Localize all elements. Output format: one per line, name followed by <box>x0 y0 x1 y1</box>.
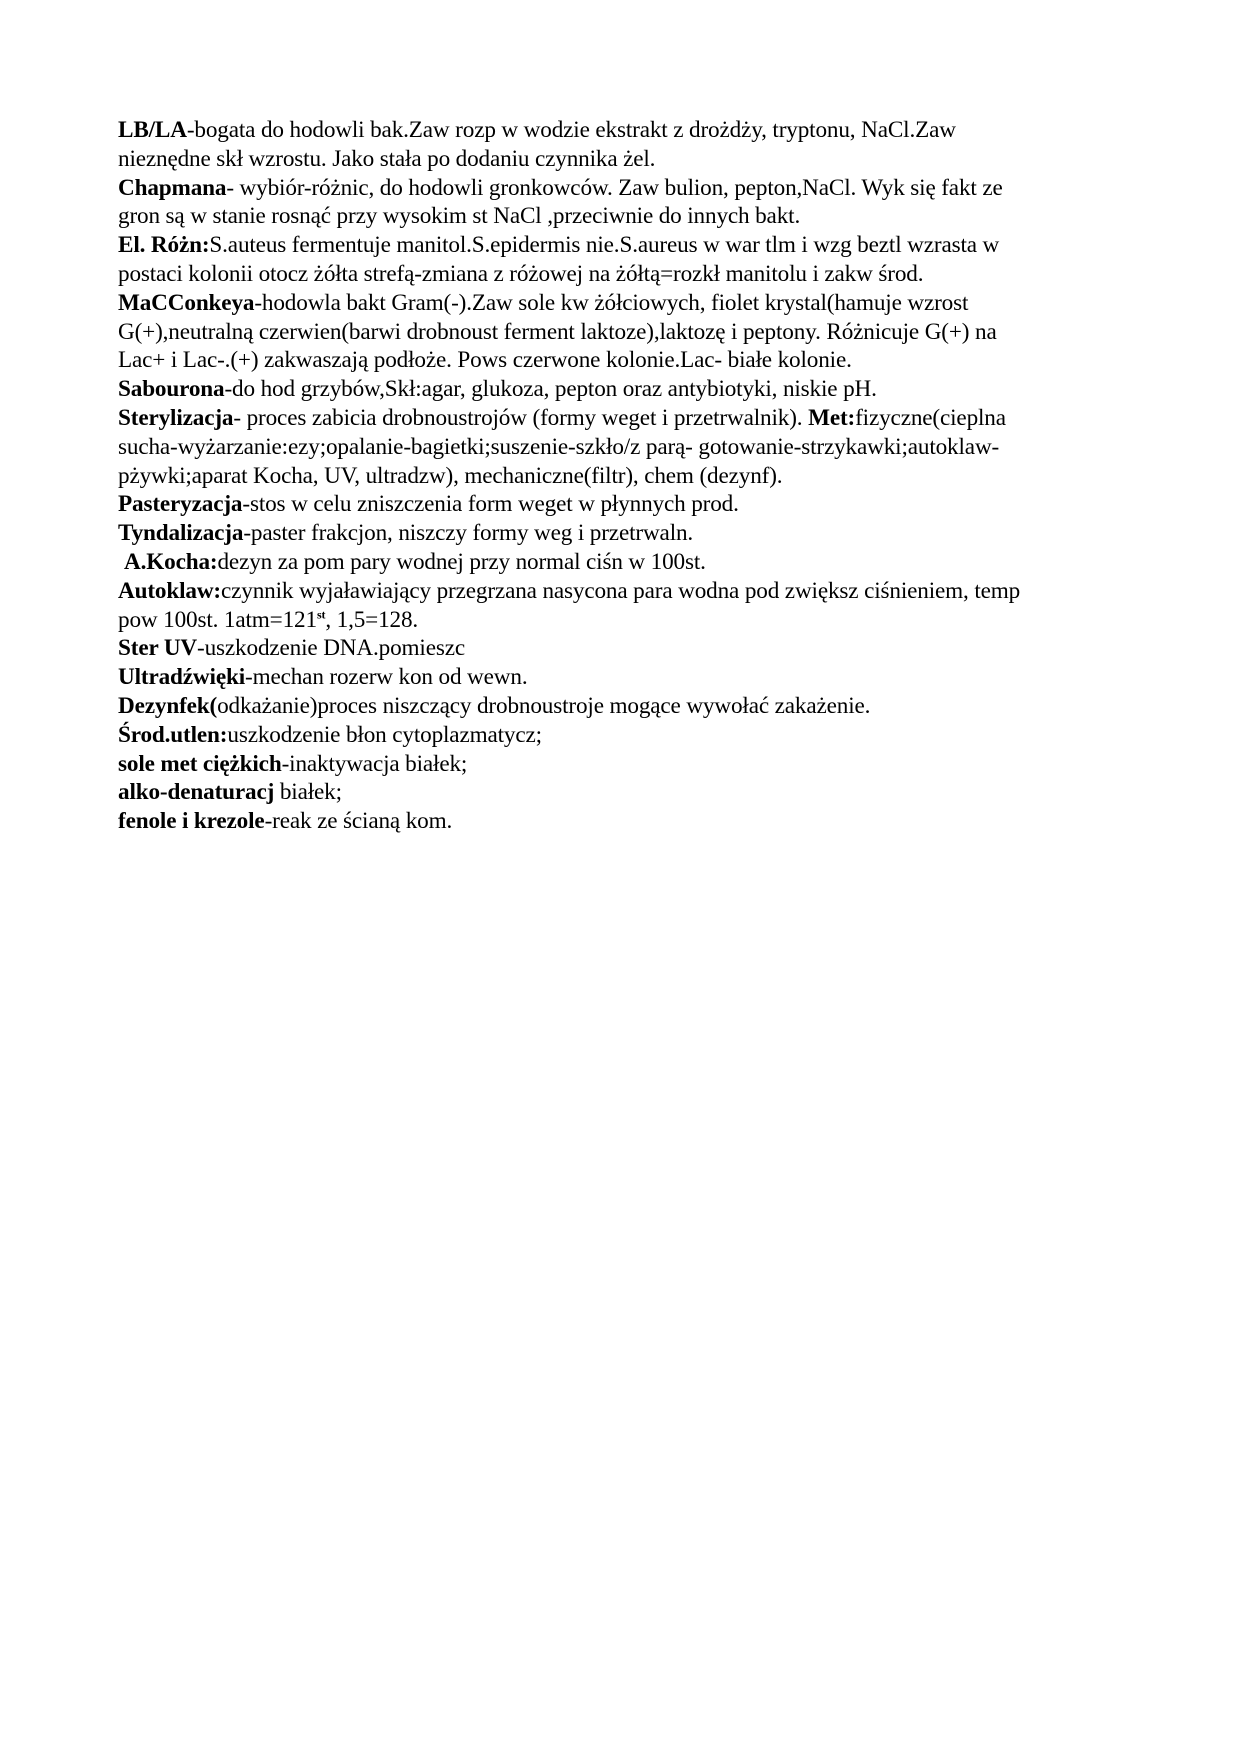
definition-text: białek; <box>274 779 342 806</box>
entry-sterylizacja-line-2 <box>118 433 1128 462</box>
definition-text: postaci kolonii otocz żółta strefą-zmiana z różowej na żółtą=rozkł manitolu i zakw środ. <box>118 260 924 287</box>
definition-text: sucha-wyżarzanie:ezy;opalanie-bagietki;suszenie-szkło/z parą- gotowanie-strzykawki;autoklaw- <box>118 433 1000 460</box>
definition-text: -mechan rozerw kon od wewn. <box>245 664 528 691</box>
definition-text: -hodowla bakt Gram(-).Zaw sole kw żółciowych, fiolet krystal(hamuje wzrost <box>254 289 969 316</box>
term-ultradzwieki: Ultradźwięki <box>118 664 245 691</box>
definition-text: -do hod grzybów,Skł:agar, glukoza, pepton oraz antybiotyki, niskie pH. <box>224 376 877 403</box>
definition-text: G(+),neutralną czerwien(barwi drobnoust ferment laktoze),laktozę i peptony. Różnicuje G(+) na <box>118 318 997 345</box>
definition-text: nieznędne skł wzrostu. Jako stała po dodaniu czynnika żel. <box>118 145 656 172</box>
notes-text <box>118 116 1128 836</box>
entry-autoklaw-line-2 <box>118 606 1128 635</box>
definition-text: - proces zabicia drobnoustrojów (formy weget i przetrwalnik). <box>233 404 809 431</box>
entry-sterylizacja-line-1 <box>118 404 1128 433</box>
entry-chapmana-line-2 <box>118 202 1128 231</box>
term-tyndalizacja: Tyndalizacja <box>118 520 244 547</box>
entry-fenole <box>118 807 1128 836</box>
entry-lb-line-1 <box>118 116 1128 145</box>
term-srod-utlen: Środ.utlen: <box>118 721 228 748</box>
term-pasteryzacja: Pasteryzacja <box>118 491 243 518</box>
definition-text: dezyn za pom pary wodnej przy normal ciśn w 100st. <box>217 548 706 575</box>
term-dezynfek: Dezynfek( <box>118 692 218 719</box>
entry-el-rozn-line-2 <box>118 260 1128 289</box>
definition-text: gron są w stanie rosnąć przy wysokim st NaCl ,przeciwnie do innych bakt. <box>118 203 801 230</box>
entry-macconkey-line-1 <box>118 289 1128 318</box>
definition-text: - wybiór-różnic, do hodowli gronkowców. Zaw bulion, pepton,NaCl. Wyk się fakt ze <box>226 174 1003 201</box>
entry-sterylizacja-line-3 <box>118 462 1128 491</box>
term-chapmana: Chapmana <box>118 174 227 201</box>
entry-sabourona-line-1 <box>118 375 1128 404</box>
definition-text: -bogata do hodowli bak.Zaw rozp w wodzie ekstrakt z drożdży, tryptonu, NaCl.Zaw <box>186 117 956 143</box>
entry-el-rozn-line-1 <box>118 231 1128 260</box>
definition-text: fizyczne(cieplna <box>855 404 1006 431</box>
definition-text: pow 100st. 1atm=121 <box>118 606 317 633</box>
term-ster-uv: Ster UV <box>118 635 198 662</box>
entry-srod-utlen <box>118 721 1128 750</box>
definition-text: czynnik wyjaławiający przegrzana nasycona para wodna pod zwiększ ciśnieniem, temp <box>221 577 1021 604</box>
definition-text: -inaktywacja białek; <box>281 750 468 777</box>
entry-macconkey-line-3 <box>118 346 1128 375</box>
entry-lb-line-2 <box>118 145 1128 174</box>
entry-ster-uv <box>118 634 1128 663</box>
definition-text: , 1,5=128. <box>325 606 419 633</box>
definition-text: uszkodzenie błon cytoplazmatycz; <box>227 721 542 748</box>
term-alko: alko-denaturacj <box>118 779 275 806</box>
term-met: Met: <box>808 404 856 431</box>
definition-text: -uszkodzenie DNA.pomieszc <box>197 635 465 662</box>
entry-pasteryzacja <box>118 490 1128 519</box>
superscript-st: st <box>316 606 326 621</box>
definition-text: -paster frakcjon, niszczy formy weg i przetrwaln. <box>243 520 694 547</box>
term-el-rozn: El. Różn: <box>118 232 210 259</box>
term-sabourona: Sabourona <box>118 376 225 403</box>
entry-chapmana-line-1 <box>118 174 1128 203</box>
entry-autoklaw-line-1 <box>118 577 1128 606</box>
entry-sole-met <box>118 750 1128 779</box>
term-macconkey: MaCConkeya <box>118 289 255 316</box>
entry-ultradzwieki <box>118 663 1128 692</box>
term-fenole: fenole i krezole <box>118 808 265 835</box>
definition-text: pżywki;aparat Kocha, UV, ultradzw), mechaniczne(filtr), chem (dezynf). <box>118 462 783 489</box>
definition-text: odkażanie)proces niszczący drobnoustroje mogące wywołać zakażenie. <box>217 692 871 719</box>
term-sole-met: sole met ciężkich <box>118 750 282 777</box>
entry-dezynfek <box>118 692 1128 721</box>
definition-text: -reak ze ścianą kom. <box>264 808 453 835</box>
entry-tyndalizacja <box>118 519 1128 548</box>
term-lb: LB/LA <box>118 117 187 143</box>
term-akocha: A.Kocha: <box>124 548 218 575</box>
definition-text: -stos w celu zniszczenia form weget w płynnych prod. <box>242 491 739 518</box>
entry-macconkey-line-2 <box>118 318 1128 347</box>
definition-text: S.auteus fermentuje manitol.S.epidermis nie.S.aureus w war tlm i wzg beztl wzrasta w <box>209 232 1000 259</box>
term-sterylizacja: Sterylizacja <box>118 404 234 431</box>
entry-alko <box>118 778 1128 807</box>
term-autoklaw: Autoklaw: <box>118 577 222 604</box>
entry-akocha <box>118 548 1128 577</box>
definition-text: Lac+ i Lac-.(+) zakwaszają podłoże. Pows czerwone kolonie.Lac- białe kolonie. <box>118 347 852 374</box>
